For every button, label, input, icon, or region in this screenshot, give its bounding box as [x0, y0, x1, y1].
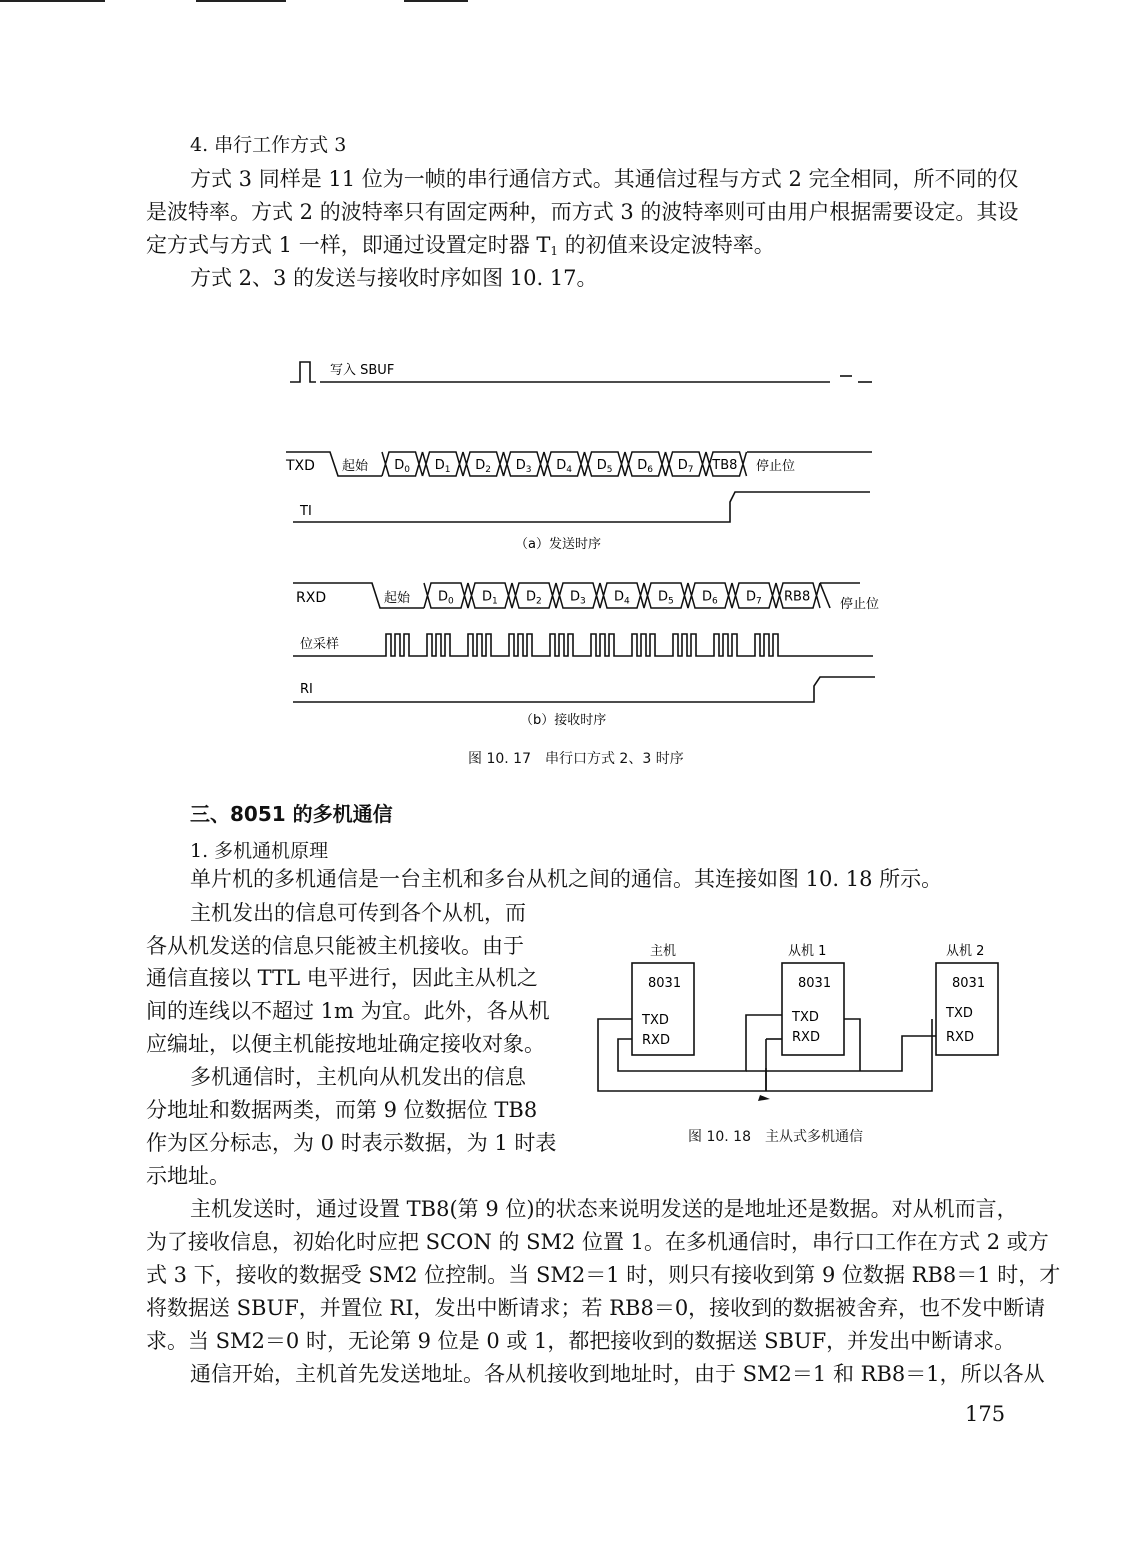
caption-b: （b）接收时序 [520, 713, 607, 728]
ri-label: RI [300, 682, 313, 697]
subscript: 1 [550, 244, 559, 258]
bit-label: $D_0$ [394, 458, 410, 475]
slave1-txd: TXD [792, 1010, 819, 1025]
paragraph-line: 多机通信时，主机向从机发出的信息 [190, 1065, 526, 1089]
fig-10-17-caption: 图 10. 17 串行口方式 2、3 时序 [468, 751, 684, 767]
subsection-heading: 1. 多机通机原理 [190, 840, 329, 862]
line-text: 定方式与方式 1 一样，即通过设置定时器 T [146, 233, 551, 257]
paragraph-line: 各从机发送的信息只能被主机接收。由于 [146, 934, 524, 958]
bit-label: $D_1$ [434, 458, 451, 475]
section-title: 三、8051 的多机通信 [190, 802, 393, 826]
bit-label: $D_5$ [596, 458, 613, 475]
tx-start-label: 起始 [342, 459, 369, 474]
paragraph-line: 为了接收信息，初始化时应把 SCON 的 SM2 位置 1。在多机通信时，串行口工作在方式 2 或方 [146, 1230, 1049, 1254]
bit-label: $D_2$ [526, 589, 542, 607]
slave2-label: 从机 2 [946, 944, 985, 959]
bit-label: $D_6$ [702, 589, 718, 607]
bit-label: $D_7$ [677, 458, 694, 475]
write-sbuf-label: 写入 SBUF [330, 363, 395, 378]
slave1-label: 从机 1 [788, 944, 827, 959]
slave2-rxd: RXD [946, 1030, 974, 1045]
page-number: 175 [965, 1402, 1006, 1426]
tx-stop-label: 停止位 [756, 459, 796, 474]
ti-label: TI [300, 504, 312, 519]
rx-start-label: 起始 [384, 591, 411, 606]
paragraph-line: 应编址，以便主机能按地址确定接收对象。 [146, 1032, 545, 1056]
fig-10-18-caption: 图 10. 18 主从式多机通信 [688, 1129, 863, 1145]
txd-label: TXD [286, 458, 315, 474]
rxd-label: RXD [296, 590, 327, 606]
paragraph-line: 是波特率。方式 2 的波特率只有固定两种，而方式 3 的波特率则可由用户根据需要设定。其设 [146, 200, 1019, 224]
paragraph-line: 分地址和数据两类，而第 9 位数据位 TB8 [146, 1098, 538, 1122]
paragraph-line: 作为区分标志，为 0 时表示数据，为 1 时表 [146, 1131, 557, 1155]
header-rule-1 [0, 0, 105, 2]
bit-label: $D_4$ [556, 458, 572, 475]
bit-label: TB8 [712, 458, 738, 473]
bit-label: RB8 [784, 589, 811, 605]
paragraph-line: 单片机的多机通信是一台主机和多台从机之间的通信。其连接如图 10. 18 所示。 [190, 867, 943, 891]
slave2-chip: 8031 [952, 976, 986, 991]
bit-label: $D_3$ [515, 458, 532, 475]
paragraph-line: 式 3 下，接收的数据受 SM2 位控制。当 SM2＝1 时，则只有接收到第 9 位数据 RB8＝1 时，才 [146, 1263, 1061, 1287]
paragraph-line: 通信开始，主机首先发送地址。各从机接收到地址时，由于 SM2＝1 和 RB8＝1，所以各从 [190, 1362, 1045, 1386]
tx-bit-cells [382, 452, 747, 476]
rx-bit-cells [424, 583, 820, 608]
slave1-rxd: RXD [792, 1030, 820, 1045]
bit-label: $D_6$ [637, 458, 653, 475]
multi-machine-diagram [580, 935, 1010, 1135]
paragraph-line: 方式 3 同样是 11 位为一帧的串行通信方式。其通信过程与方式 2 完全相同，所不同的仅 [190, 167, 1019, 191]
master-label: 主机 [650, 944, 677, 959]
paragraph-line: 通信直接以 TTL 电平进行，因此主从机之 [146, 966, 538, 990]
caption-a: （a）发送时序 [515, 537, 601, 552]
header-rule-3 [404, 0, 468, 2]
bit-label: $D_1$ [482, 589, 498, 607]
rx-stop-label: 停止位 [840, 597, 880, 612]
paragraph-line: 主机发送时，通过设置 TB8(第 9 位)的状态来说明发送的是地址还是数据。对从机而言， [190, 1197, 1018, 1221]
master-txd: TXD [642, 1013, 669, 1028]
paragraph-line: 方式 2、3 的发送与接收时序如图 10. 17。 [190, 266, 598, 290]
ground-icon [758, 1095, 770, 1101]
section-4-heading: 4. 串行工作方式 3 [190, 134, 347, 156]
header-rule-2 [196, 0, 286, 2]
slave1-chip: 8031 [798, 976, 832, 991]
paragraph-line: 将数据送 SBUF，并置位 RI，发出中断请求；若 RB8＝0，接收到的数据被舍弃，也不发中断请 [146, 1296, 1046, 1320]
timing-diagram [0, 350, 1122, 770]
master-rxd: RXD [642, 1033, 670, 1048]
bit-label: $D_3$ [570, 589, 586, 607]
slave2-txd: TXD [946, 1006, 973, 1021]
paragraph-line: 间的连线以不超过 1m 为宜。此外，各从机 [146, 999, 550, 1023]
sample-label: 位采样 [300, 637, 340, 652]
bit-label: $D_4$ [614, 589, 630, 607]
paragraph-line: 求。当 SM2＝0 时，无论第 9 位是 0 或 1，都把接收到的数据送 SBUF，并发出中断请求。 [146, 1329, 1016, 1353]
line-text: 的初值来设定波特率。 [558, 233, 775, 257]
paragraph-line: 示地址。 [146, 1164, 230, 1188]
bit-label: $D_2$ [475, 458, 491, 475]
bit-label: $D_0$ [438, 589, 454, 607]
master-chip: 8031 [648, 976, 682, 991]
bit-label: $D_7$ [746, 589, 762, 607]
paragraph-line: 主机发出的信息可传到各个从机，而 [190, 901, 526, 925]
bit-label: $D_5$ [658, 589, 674, 607]
